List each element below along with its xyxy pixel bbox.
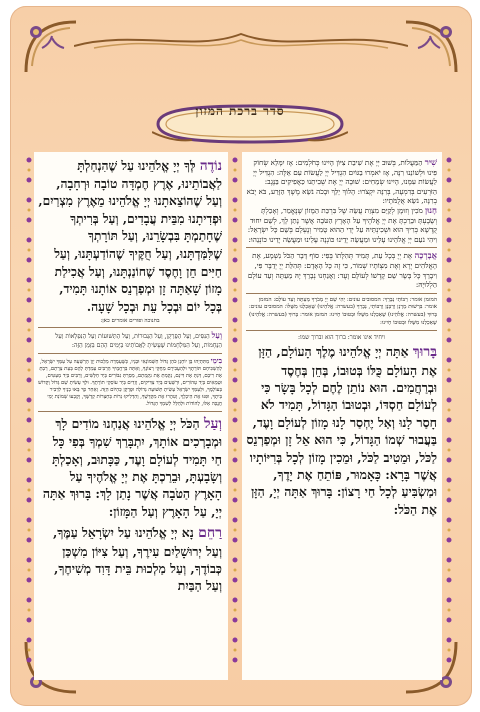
left-border-ornament [24,150,34,682]
paragraph-nodeh [38,158,222,316]
lead-word-al-hanisim: וְעַל [211,330,222,341]
ornament-corner-top-right [402,18,460,76]
paragraph-shir-hamaalot [246,158,437,206]
column-right [242,152,442,680]
paragraph-chanukah [38,357,222,408]
note-baruch-hu: ויחיד אינו אומר: ברוך הוא וברוך שמו: [297,334,385,342]
lead-word-chanukah: בִּימֵי [210,355,222,365]
divider [246,293,437,294]
text-avarcha: אֶת יְיָ בְּכָל עֵת, תָּמִיד תְּהִלָּתוֹ בְּפִי: סוֹף דָּבָר הַכֹּל נִשְׁמָע, אֶת הָאֱלֹהִים יְרָא וְאֶת מִצְוֹתָיו שְׁמוֹר, כִּי זֶה כָּל הָאָדָם: תְּהִלַּת יְיָ יְדַבֶּר פִּי, וִיבָרֵךְ כָּל בָּשָׂר שֵׁם קָדְשׁוֹ לְעוֹלָם וָעֶד: וַאֲנַחְנוּ נְבָרֵךְ יָהּ מֵעַתָּה וְעַד עוֹלָם הַלְלוּיָהּ: [247,251,437,290]
lead-word-ve-al-hakol: וְעַל [203,415,222,432]
note-chanukah-purim: בחנוכה ופורים אומרים כאן: [100,318,160,325]
lead-word-shir: שִׁיר [424,157,437,167]
lead-word-chanun: חָנוּן [425,204,437,215]
text-hazan: אַתָּה יְיָ אֱלֹהֵינוּ מֶלֶךְ הָעוֹלָם, הַזָּן אֶת הָעוֹלָם כֻּלּוֹ בְּטוּבוֹ, בְּחֵן בְּחֶסֶד וּבְרַחֲמִים. הוּא נוֹתֵן לֶחֶם לְכָל בָּשָׂר כִּי לְעוֹלָם חַסְדּוֹ, וּבְטוּבוֹ הַגָּדוֹל, תָּמִיד לֹא חָסַר לָנוּ וְאַל יֶחְסַר לָנוּ מָזוֹן לְעוֹלָם וָעֶד, בַּעֲבוּר שְׁמוֹ הַגָּדוֹל, כִּי הוּא אֵל זָן וּמְפַרְנֵס לַכֹּל, וּמֵטִיב לַכֹּל, וּמֵכִין מָזוֹן לְכָל בְּרִיּוֹתָיו אֲשֶׁר בָּרָא: כָּאָמוּר, פּוֹתֵחַ אֶת יָדֶךָ, וּמַשְׂבִּיעַ לְכָל חַי רָצוֹן: בָּרוּךְ אַתָּה יְיָ, הַזָּן אֶת הַכֹּל: [246,344,437,517]
text-shir-hamaalot: הַמַּעֲלוֹת, בְּשׁוּב יְיָ אֶת שִׁיבַת צִיּוֹן הָיִינוּ כְּחֹלְמִים: אָז יִמָּלֵא שְׂחוֹק פִּינוּ וּלְשׁוֹנֵנוּ רִנָּה, אָז יֹאמְרוּ בַגּוֹיִם הִגְדִּיל יְיָ לַעֲשׂוֹת עִם אֵלֶּה: הִגְדִּיל יְיָ לַעֲשׂוֹת עִמָּנוּ, הָיִינוּ שְׂמֵחִים: שׁוּבָה יְיָ אֶת שְׁבִיתֵנוּ כַּאֲפִיקִים בַּנֶּגֶב: הַזֹּרְעִים בְּדִמְעָה, בְּרִנָּה יִקְצֹרוּ: הָלוֹךְ יֵלֵךְ וּבָכֹה נֹשֵׂא מֶשֶׁךְ הַזָּרַע, בֹּא יָבֹא בְרִנָּה, נֹשֵׂא אֲלֻמֹּתָיו: [246,158,437,206]
text-rachem: נָא יְיָ אֱלֹהֵינוּ עַל יִשְׂרָאֵל עַמֶּךָ, וְעַל יְרוּשָׁלַיִם עִירֶךָ, וְעַל צִיּוֹן מִשְׁכַּן כְּבוֹדֶךָ, וְעַל מַלְכוּת בֵּית דָּוִד מְשִׁיחֶךָ, וְעַל הַבַּיִת [52,525,222,594]
divider [246,247,437,248]
paragraph-ve-al-hakol [38,415,222,520]
divider [38,327,222,328]
text-nodeh: לְּךָ יְיָ אֱלֹהֵינוּ עַל שֶׁהִנְחַלְתָּ לַאֲבוֹתֵינוּ, אֶרֶץ חֶמְדָּה טוֹבָה וּרְחָבָה, וְעַל שֶׁהוֹצֵאתָנוּ יְיָ אֱלֹהֵינוּ מֵאֶרֶץ מִצְרַיִם, וּפְדִיתָנוּ מִבֵּית עֲבָדִים, וְעַל בְּרִיתְךָ שֶׁחָתַמְתָּ בִּבְשָׂרֵנוּ, וְעַל תּוֹרָתְךָ שֶׁלִּמַּדְתָּנוּ, וְעַל חֻקֶּיךָ שֶׁהוֹדַעְתָּנוּ, וְעַל חַיִּים חֵן וָחֶסֶד שֶׁחוֹנַנְתָּנוּ, וְעַל אֲכִילַת מָזוֹן שָׁאַתָּה זָן וּמְפַרְנֵס אוֹתָנוּ תָּמִיד, בְּכָל יוֹם וּבְכָל עֵת וּבְכָל שָׁעָה. [38,159,222,314]
text-al-hanisim: הַנִּסִּים, וְעַל הַפֻּרְקָן, וְעַל הַגְּבוּרוֹת, וְעַל הַתְּשׁוּעוֹת וְעַל הַנִּפְלָאוֹת וְעַל הַנֶּחָמוֹת, וְעַל הַמִּלְחָמוֹת שֶׁעָשִׂיתָ לַאֲבוֹתֵינוּ בַּיָּמִים הָהֵם בַּזְּמַן הַזֶּה: [55,333,222,349]
divider [246,330,437,331]
lead-word-avarcha: אֲבָרְכָה [414,250,437,261]
text-ve-al-hakol: הַכֹּל יְיָ אֱלֹהֵינוּ אֲנַחְנוּ מוֹדִים לָךְ וּמְבָרְכִים אוֹתָךְ, יִתְבָּרַךְ שִׁמְךָ בְּפִי כָּל חַי תָּמִיד לְעוֹלָם וָעֶד, כַּכָּתוּב, וְאָכַלְתָּ וְשָׂבָעְתָּ, וּבֵרַכְתָּ אֶת יְיָ אֱלֹהֶיךָ עַל הָאָרֶץ הַטֹּבָה אֲשֶׁר נָתַן לָךְ: בָּרוּךְ אַתָּה יְיָ, עַל הָאָרֶץ וְעַל הַמָּזוֹן: [42,415,222,519]
column-left [34,152,228,680]
paragraph-chanun [246,206,437,244]
paragraph-avarcha [246,251,437,289]
ornament-corner-top-left [22,18,80,76]
text-chanukah: מַתִּתְיָהוּ בֶּן יוֹחָנָן כֹּהֵן גָּדוֹל חַשְׁמוֹנָאִי וּבָנָיו, כְּשֶׁעָמְדָה מַלְכוּת יָוָן הָרְשָׁעָה עַל עַמְּךָ יִשְׂרָאֵל, לְהַשְׁכִּיחָם תּוֹרָתֶךָ וּלְהַעֲבִירָם מֵחֻקֵּי רְצוֹנֶךָ, וְאַתָּה בְּרַחֲמֶיךָ הָרַבִּים עָמַדְתָּ לָהֶם בְּעֵת צָרָתָם, רַבְתָּ אֶת רִיבָם, דַּנְתָּ אֶת דִּינָם, נָקַמְתָּ אֶת נִקְמָתָם, מָסַרְתָּ גִבּוֹרִים בְּיַד חַלָּשִׁים, וְרַבִּים בְּיַד מְעַטִּים, וּטְמֵאִים בְּיַד טְהוֹרִים, וּרְשָׁעִים בְּיַד צַדִּיקִים, וְזֵדִים בְּיַד עוֹסְקֵי תוֹרָתֶךָ. וּלְךָ עָשִׂיתָ שֵׁם גָּדוֹל וְקָדוֹשׁ בְּעוֹלָמֶךָ, וּלְעַמְּךָ יִשְׂרָאֵל עָשִׂיתָ תְּשׁוּעָה גְדוֹלָה וּפֻרְקָן כְּהַיּוֹם הַזֶּה. וְאַחַר כָּךְ בָּאוּ בָנֶיךָ לִדְבִיר בֵּיתֶךָ, וּפִנּוּ אֶת הֵיכָלֶךָ, וְטִהֲרוּ אֶת מִקְדָּשֶׁךָ, וְהִדְלִיקוּ נֵרוֹת בְּחַצְרוֹת קָדְשֶׁךָ, וְקָבְעוּ שְׁמוֹנַת יְמֵי חֲנֻכָּה אֵלּוּ, לְהוֹדוֹת וּלְהַלֵּל לְשִׁמְךָ הַגָּדוֹל. [38,358,222,407]
divider [38,411,222,412]
paragraph-rachem [38,524,222,595]
paragraph-zimun: המזמן אומר: רַבּוֹתַי נְבָרֵךְ: המסובים עונים: יְהִי שֵׁם יְיָ מְבֹרָךְ מֵעַתָּה וְעַד עוֹלָם: המזמן אומר: בִּרְשׁוּת מָרָנָן וְרַבָּנָן וְרַבּוֹתַי, נְבָרֵךְ (בעשרה: אֱלֹהֵינוּ) שֶׁאָכַלְנוּ מִשֶּׁלּוֹ: המסובים עונים: בָּרוּךְ (בעשרה: אֱלֹהֵינוּ) שֶׁאָכַלְנוּ מִשֶּׁלּוֹ וּבְטוּבוֹ חָיִינוּ: המזמן אומר: בָּרוּךְ (בעשרה: אֱלֹהֵינוּ) שֶׁאָכַלְנוּ מִשֶּׁלּוֹ וּבְטוּבוֹ חָיִינוּ: [248,296,437,326]
text-chanun: מֹכִין וְזוּמָן לְקַיֵּם מִצְוַת עֲשֵׂה שֶׁל בִּרְכַּת הַמָּזוֹן שֶׁנֶּאֱמַר, וְאָכַלְתָּ וְשָׂבָעְתָּ וּבֵרַכְתָּ אֶת יְיָ אֱלֹהֶיךָ עַל הָאָרֶץ הַטֹּבָה אֲשֶׁר נָתַן לָךְ, לְשֵׁם יִחוּד קֻדְשָׁא בְּרִיךְ הוּא וּשְׁכִינְתֵּיהּ עַל יְדֵי הַהוּא טָמִיר וְנֶעְלָם בְּשֵׁם כָּל יִשְׂרָאֵל: וִיהִי נֹעַם יְיָ אֱלֹהֵינוּ עָלֵינוּ וּמַעֲשֵׂה יָדֵינוּ כּוֹנְנָה עָלֵינוּ וּמַעֲשֵׂה יָדֵינוּ כּוֹנְנֵהוּ: [247,205,437,244]
page-title: סדר ברכת המזון [195,104,285,118]
lead-word-nodeh: נוֹדֶה [199,158,222,174]
center-border-ornament [229,150,241,682]
divider [38,353,222,354]
lead-word-baruch: בָּרוּךְ [412,344,437,361]
paragraph-hazan [246,343,437,518]
paragraph-al-hanisim [38,331,222,349]
top-scroll-ornament [74,24,408,54]
lead-word-rachem: רַחֵם [198,525,222,542]
right-border-ornament [444,150,454,682]
